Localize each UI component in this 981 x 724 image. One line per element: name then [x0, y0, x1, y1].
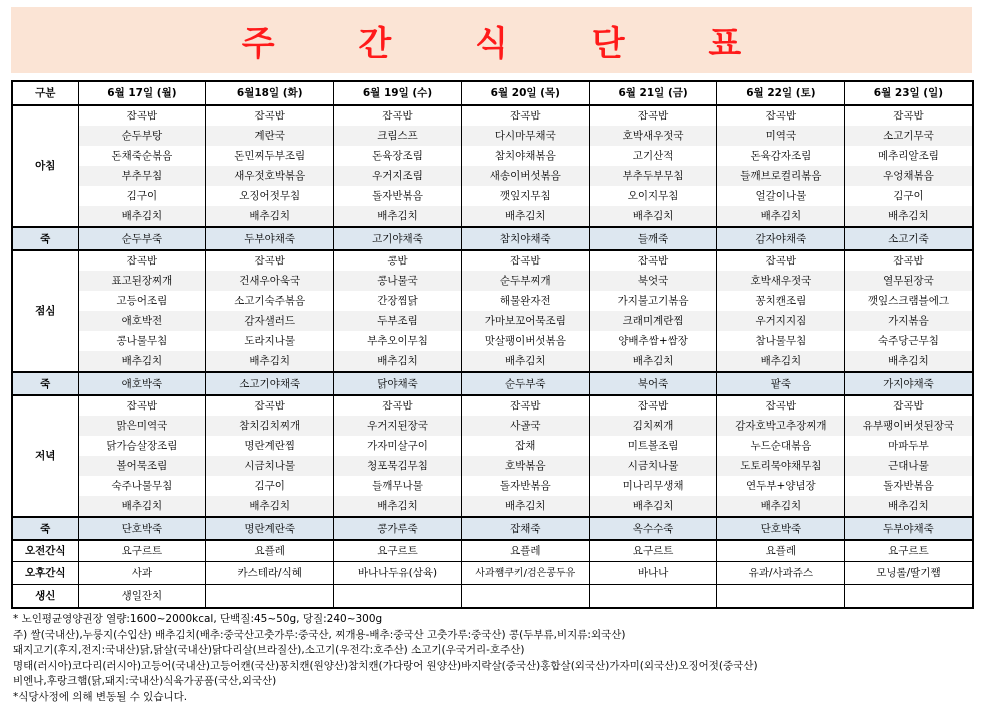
- porridge-cell: 북어죽: [589, 372, 717, 395]
- porridge-cell: 단호박죽: [78, 517, 206, 540]
- dinner-row: [12, 496, 973, 517]
- menu-item-cell: 돈육장조림: [334, 146, 462, 166]
- breakfast-label-cell: 아침: [12, 105, 78, 227]
- menu-item-cell: 호박새우젓국: [589, 126, 717, 146]
- lunch-row: [12, 250, 973, 271]
- menu-item-cell: 우거지지짐: [717, 311, 845, 331]
- snack-cell: [845, 585, 973, 609]
- snack-cell: 요플레: [206, 540, 334, 562]
- day-header-cell: 6월 19일 (수): [334, 81, 462, 105]
- porridge-cell: 소고기죽: [845, 227, 973, 250]
- breakfast-row: [12, 166, 973, 186]
- day-header-cell: 6월 20일 (목): [461, 81, 589, 105]
- menu-item-cell: 가지볶음: [845, 311, 973, 331]
- menu-item-cell: 크래미계란찜: [589, 311, 717, 331]
- menu-item-cell: 맛살팽이버섯볶음: [461, 331, 589, 351]
- menu-item-cell: 가지불고기볶음: [589, 291, 717, 311]
- menu-item-cell: 김구이: [206, 476, 334, 496]
- snack-cell: 요플레: [717, 540, 845, 562]
- menu-item-cell: 미역국: [717, 126, 845, 146]
- dinner-row: [12, 416, 973, 436]
- menu-item-cell: 마파두부: [845, 436, 973, 456]
- breakfast-row: [12, 206, 973, 227]
- snack-cell: 사과: [78, 562, 206, 585]
- menu-item-cell: 감자호박고추장찌개: [717, 416, 845, 436]
- menu-item-cell: 명란계란찜: [206, 436, 334, 456]
- porridge-cell: 참치야채죽: [461, 227, 589, 250]
- menu-item-cell: 호박볶음: [461, 456, 589, 476]
- dinner-label-cell: 저녁: [12, 395, 78, 517]
- porridge-cell: 소고기야채죽: [206, 372, 334, 395]
- menu-item-cell: 부추무침: [78, 166, 206, 186]
- snack-cell: [334, 585, 462, 609]
- snack-cell: 유과/사과쥬스: [717, 562, 845, 585]
- menu-item-cell: 시금치나물: [206, 456, 334, 476]
- menu-item-cell: 간장찜닭: [334, 291, 462, 311]
- porridge-cell: 닭야채죽: [334, 372, 462, 395]
- snack-cell: 요구르트: [589, 540, 717, 562]
- breakfast-row: [12, 186, 973, 206]
- porridge-cell: 애호박죽: [78, 372, 206, 395]
- menu-item-cell: 새송이버섯볶음: [461, 166, 589, 186]
- menu-item-cell: 잡곡밥: [845, 250, 973, 271]
- menu-item-cell: 참나물무침: [717, 331, 845, 351]
- menu-item-cell: 배추김치: [717, 351, 845, 372]
- pm_snack-label-cell: 오후간식: [12, 562, 78, 585]
- menu-item-cell: 참치김치찌개: [206, 416, 334, 436]
- menu-item-cell: 가마보꼬어묵조림: [461, 311, 589, 331]
- menu-item-cell: 잡곡밥: [78, 250, 206, 271]
- menu-item-cell: 미나리무생채: [589, 476, 717, 496]
- menu-item-cell: 애호박전: [78, 311, 206, 331]
- menu-item-cell: 돌자반볶음: [461, 476, 589, 496]
- header-label-cell: 구분: [12, 81, 78, 105]
- menu-item-cell: 배추김치: [845, 206, 973, 227]
- menu-item-cell: 배추김치: [334, 351, 462, 372]
- menu-item-cell: 잡곡밥: [717, 105, 845, 126]
- porridge-cell: 콩가루죽: [334, 517, 462, 540]
- snack-cell: 바나나두유(삼육): [334, 562, 462, 585]
- menu-item-cell: 근대나물: [845, 456, 973, 476]
- lunch-label-cell: 점심: [12, 250, 78, 372]
- snack-cell: [589, 585, 717, 609]
- menu-item-cell: 닭가슴살장조림: [78, 436, 206, 456]
- menu-item-cell: 잡곡밥: [845, 105, 973, 126]
- day-header-cell: 6월 23일 (일): [845, 81, 973, 105]
- menu-item-cell: 잡곡밥: [78, 395, 206, 416]
- menu-item-cell: 잡곡밥: [334, 395, 462, 416]
- menu-item-cell: 소고기숙주볶음: [206, 291, 334, 311]
- snack-cell: 요플레: [461, 540, 589, 562]
- footnote-line: 명태(러시아)코다리(러시아)고등어(국내산)고등어캔(국산)꽁치캔(원양산)참치캔(가다랑어 원양산)바지락살(중국산)홍합살(외국산)가자미(외국산)오징어젓(중국산): [13, 659, 758, 672]
- menu-item-cell: 콩나물국: [334, 271, 462, 291]
- menu-item-cell: 돈민찌두부조림: [206, 146, 334, 166]
- dinner-row: [12, 436, 973, 456]
- menu-item-cell: 깻잎지무침: [461, 186, 589, 206]
- menu-item-cell: 얼갈이나물: [717, 186, 845, 206]
- menu-item-cell: 잡곡밥: [461, 395, 589, 416]
- menu-item-cell: 배추김치: [78, 351, 206, 372]
- menu-item-cell: 잡곡밥: [206, 250, 334, 271]
- pm_snack-row: [12, 562, 973, 585]
- menu-item-cell: 계란국: [206, 126, 334, 146]
- menu-item-cell: 두부조림: [334, 311, 462, 331]
- breakfast-row: [12, 126, 973, 146]
- menu-item-cell: 양배추쌈+쌈장: [589, 331, 717, 351]
- menu-item-cell: 오징어젓무침: [206, 186, 334, 206]
- menu-item-cell: 도라지나물: [206, 331, 334, 351]
- porridge-cell: 팥죽: [717, 372, 845, 395]
- menu-item-cell: 김구이: [845, 186, 973, 206]
- menu-item-cell: 연두부+양념장: [717, 476, 845, 496]
- menu-item-cell: 배추김치: [717, 496, 845, 517]
- porridge-cell: 순두부죽: [461, 372, 589, 395]
- menu-item-cell: 배추김치: [845, 496, 973, 517]
- footnote-line: 주) 쌀(국내산),누룽지(수입산) 배추김치(배추:중국산고춧가루:중국산, 찌개용-배추:중국산 고춧가루:중국산) 콩(두부류,비지류:외국산): [13, 628, 626, 641]
- porridge1-label-cell: 죽: [12, 227, 78, 250]
- menu-item-cell: 잡곡밥: [78, 105, 206, 126]
- footnote-line: * 노인평균영양권장 열량:1600~2000kcal, 단백질:45~50g, 당질:240~300g: [13, 613, 383, 625]
- menu-item-cell: 우거지된장국: [334, 416, 462, 436]
- day-header-cell: 6월 17일 (월): [78, 81, 206, 105]
- weekly-menu-table: [11, 80, 974, 609]
- menu-item-cell: 참치야채볶음: [461, 146, 589, 166]
- menu-item-cell: 배추김치: [845, 351, 973, 372]
- menu-item-cell: 들깨무나물: [334, 476, 462, 496]
- menu-item-cell: 소고기무국: [845, 126, 973, 146]
- menu-item-cell: 호박새우젓국: [717, 271, 845, 291]
- menu-item-cell: 배추김치: [78, 206, 206, 227]
- menu-item-cell: 새우젓호박볶음: [206, 166, 334, 186]
- breakfast-row: [12, 146, 973, 166]
- menu-item-cell: 건새우아욱국: [206, 271, 334, 291]
- header-row: [12, 81, 973, 105]
- menu-item-cell: 잡곡밥: [206, 395, 334, 416]
- menu-item-cell: 순두부탕: [78, 126, 206, 146]
- menu-item-cell: 고기산적: [589, 146, 717, 166]
- menu-item-cell: 꽁치캔조림: [717, 291, 845, 311]
- birthday-row: [12, 585, 973, 609]
- porridge-cell: 감자야채죽: [717, 227, 845, 250]
- menu-item-cell: 미트볼조림: [589, 436, 717, 456]
- menu-item-cell: 크림스프: [334, 126, 462, 146]
- snack-cell: 요구르트: [845, 540, 973, 562]
- menu-item-cell: 잡곡밥: [334, 105, 462, 126]
- menu-item-cell: 잡곡밥: [206, 105, 334, 126]
- menu-item-cell: 들깨브로컬리볶음: [717, 166, 845, 186]
- menu-item-cell: 배추김치: [717, 206, 845, 227]
- menu-item-cell: 배추김치: [206, 351, 334, 372]
- menu-item-cell: 돌자반볶음: [845, 476, 973, 496]
- porridge2-label-cell: 죽: [12, 372, 78, 395]
- menu-item-cell: 콩밥: [334, 250, 462, 271]
- dinner-row: [12, 456, 973, 476]
- menu-item-cell: 배추김치: [461, 206, 589, 227]
- breakfast-row: [12, 105, 973, 126]
- porridge-cell: 두부야채죽: [845, 517, 973, 540]
- snack-cell: [461, 585, 589, 609]
- menu-item-cell: 배추김치: [461, 496, 589, 517]
- footnote-line: 비엔나,후랑크햄(닭,돼지:국내산)식육가공품(국산,외국산): [13, 675, 277, 687]
- menu-item-cell: 감자샐러드: [206, 311, 334, 331]
- snack-cell: 사과쨈쿠키/검은콩두유: [461, 562, 589, 585]
- porridge-cell: 단호박죽: [717, 517, 845, 540]
- menu-item-cell: 표고된장찌개: [78, 271, 206, 291]
- porridge2-row: [12, 372, 973, 395]
- menu-item-cell: 부추오이무침: [334, 331, 462, 351]
- footnote-line: *식당사정에 의해 변동될 수 있습니다.: [13, 690, 188, 703]
- menu-item-cell: 숙주당근무침: [845, 331, 973, 351]
- menu-item-cell: 도토리묵야채무침: [717, 456, 845, 476]
- menu-item-cell: 콩나물무침: [78, 331, 206, 351]
- menu-item-cell: 돈채죽순볶음: [78, 146, 206, 166]
- porridge-cell: 고기야채죽: [334, 227, 462, 250]
- porridge-cell: 순두부죽: [78, 227, 206, 250]
- lunch-row: [12, 271, 973, 291]
- menu-item-cell: 잡곡밥: [717, 395, 845, 416]
- porridge3-row: [12, 517, 973, 540]
- porridge-cell: 명란계란죽: [206, 517, 334, 540]
- menu-item-cell: 배추김치: [206, 206, 334, 227]
- menu-item-cell: 김치찌개: [589, 416, 717, 436]
- porridge-cell: 옥수수죽: [589, 517, 717, 540]
- menu-item-cell: 고등어조림: [78, 291, 206, 311]
- menu-item-cell: 열무된장국: [845, 271, 973, 291]
- am_snack-row: [12, 540, 973, 562]
- snack-cell: 바나나: [589, 562, 717, 585]
- dinner-row: [12, 395, 973, 416]
- menu-item-cell: 배추김치: [334, 206, 462, 227]
- lunch-row: [12, 291, 973, 311]
- menu-item-cell: 잡곡밥: [461, 105, 589, 126]
- porridge-cell: 가지야채죽: [845, 372, 973, 395]
- day-header-cell: 6월 22일 (토): [717, 81, 845, 105]
- menu-item-cell: 시금치나물: [589, 456, 717, 476]
- menu-item-cell: 우엉채볶음: [845, 166, 973, 186]
- footnotes: [13, 612, 973, 705]
- birthday-label-cell: 생신: [12, 585, 78, 609]
- menu-item-cell: 해물완자전: [461, 291, 589, 311]
- snack-cell: [717, 585, 845, 609]
- snack-cell: 생일잔치: [78, 585, 206, 609]
- menu-item-cell: 사골국: [461, 416, 589, 436]
- menu-item-cell: 배추김치: [461, 351, 589, 372]
- menu-item-cell: 김구이: [78, 186, 206, 206]
- menu-item-cell: 잡곡밥: [589, 395, 717, 416]
- lunch-row: [12, 311, 973, 331]
- lunch-row: [12, 351, 973, 372]
- menu-item-cell: 볼어묵조림: [78, 456, 206, 476]
- menu-item-cell: 메추리알조림: [845, 146, 973, 166]
- snack-cell: 모닝롤/딸기쨈: [845, 562, 973, 585]
- menu-item-cell: 깻잎스크램블에그: [845, 291, 973, 311]
- menu-item-cell: 잡곡밥: [717, 250, 845, 271]
- menu-item-cell: 누드순대볶음: [717, 436, 845, 456]
- menu-item-cell: 가자미살구이: [334, 436, 462, 456]
- dinner-row: [12, 476, 973, 496]
- porridge-cell: 들깨죽: [589, 227, 717, 250]
- porridge3-label-cell: 죽: [12, 517, 78, 540]
- title-banner: [11, 7, 972, 73]
- menu-item-cell: 잡곡밥: [461, 250, 589, 271]
- menu-item-cell: 돈육감자조림: [717, 146, 845, 166]
- menu-item-cell: 배추김치: [334, 496, 462, 517]
- footnote-line: 돼지고기(후지,전지:국내산)닭,닭살(국내산)닭다리살(브라질산),소고기(우전각:호주산) 소고기(우국거리-호주산): [13, 644, 525, 656]
- menu-item-cell: 배추김치: [589, 351, 717, 372]
- page-title: 주 간 식 단 표: [241, 23, 778, 64]
- menu-item-cell: 배추김치: [206, 496, 334, 517]
- menu-item-cell: 숙주나물무침: [78, 476, 206, 496]
- day-header-cell: 6월 21일 (금): [589, 81, 717, 105]
- menu-item-cell: 순두부찌개: [461, 271, 589, 291]
- am_snack-label-cell: 오전간식: [12, 540, 78, 562]
- menu-item-cell: 오이지무침: [589, 186, 717, 206]
- snack-cell: [206, 585, 334, 609]
- menu-item-cell: 우거지조림: [334, 166, 462, 186]
- menu-item-cell: 다시마무채국: [461, 126, 589, 146]
- porridge-cell: 두부야채죽: [206, 227, 334, 250]
- menu-item-cell: 잡곡밥: [589, 105, 717, 126]
- menu-item-cell: 잡채: [461, 436, 589, 456]
- menu-item-cell: 잡곡밥: [589, 250, 717, 271]
- menu-item-cell: 배추김치: [589, 206, 717, 227]
- menu-item-cell: 배추김치: [589, 496, 717, 517]
- snack-cell: 요구르트: [78, 540, 206, 562]
- day-header-cell: 6월18일 (화): [206, 81, 334, 105]
- menu-item-cell: 잡곡밥: [845, 395, 973, 416]
- menu-item-cell: 북엇국: [589, 271, 717, 291]
- menu-item-cell: 청포묵김무침: [334, 456, 462, 476]
- menu-item-cell: 맑은미역국: [78, 416, 206, 436]
- snack-cell: 요구르트: [334, 540, 462, 562]
- snack-cell: 카스테라/식혜: [206, 562, 334, 585]
- menu-item-cell: 배추김치: [78, 496, 206, 517]
- menu-item-cell: 유부팽이버섯된장국: [845, 416, 973, 436]
- porridge-cell: 잡채죽: [461, 517, 589, 540]
- menu-item-cell: 돌자반볶음: [334, 186, 462, 206]
- porridge1-row: [12, 227, 973, 250]
- lunch-row: [12, 331, 973, 351]
- menu-item-cell: 부추두부무침: [589, 166, 717, 186]
